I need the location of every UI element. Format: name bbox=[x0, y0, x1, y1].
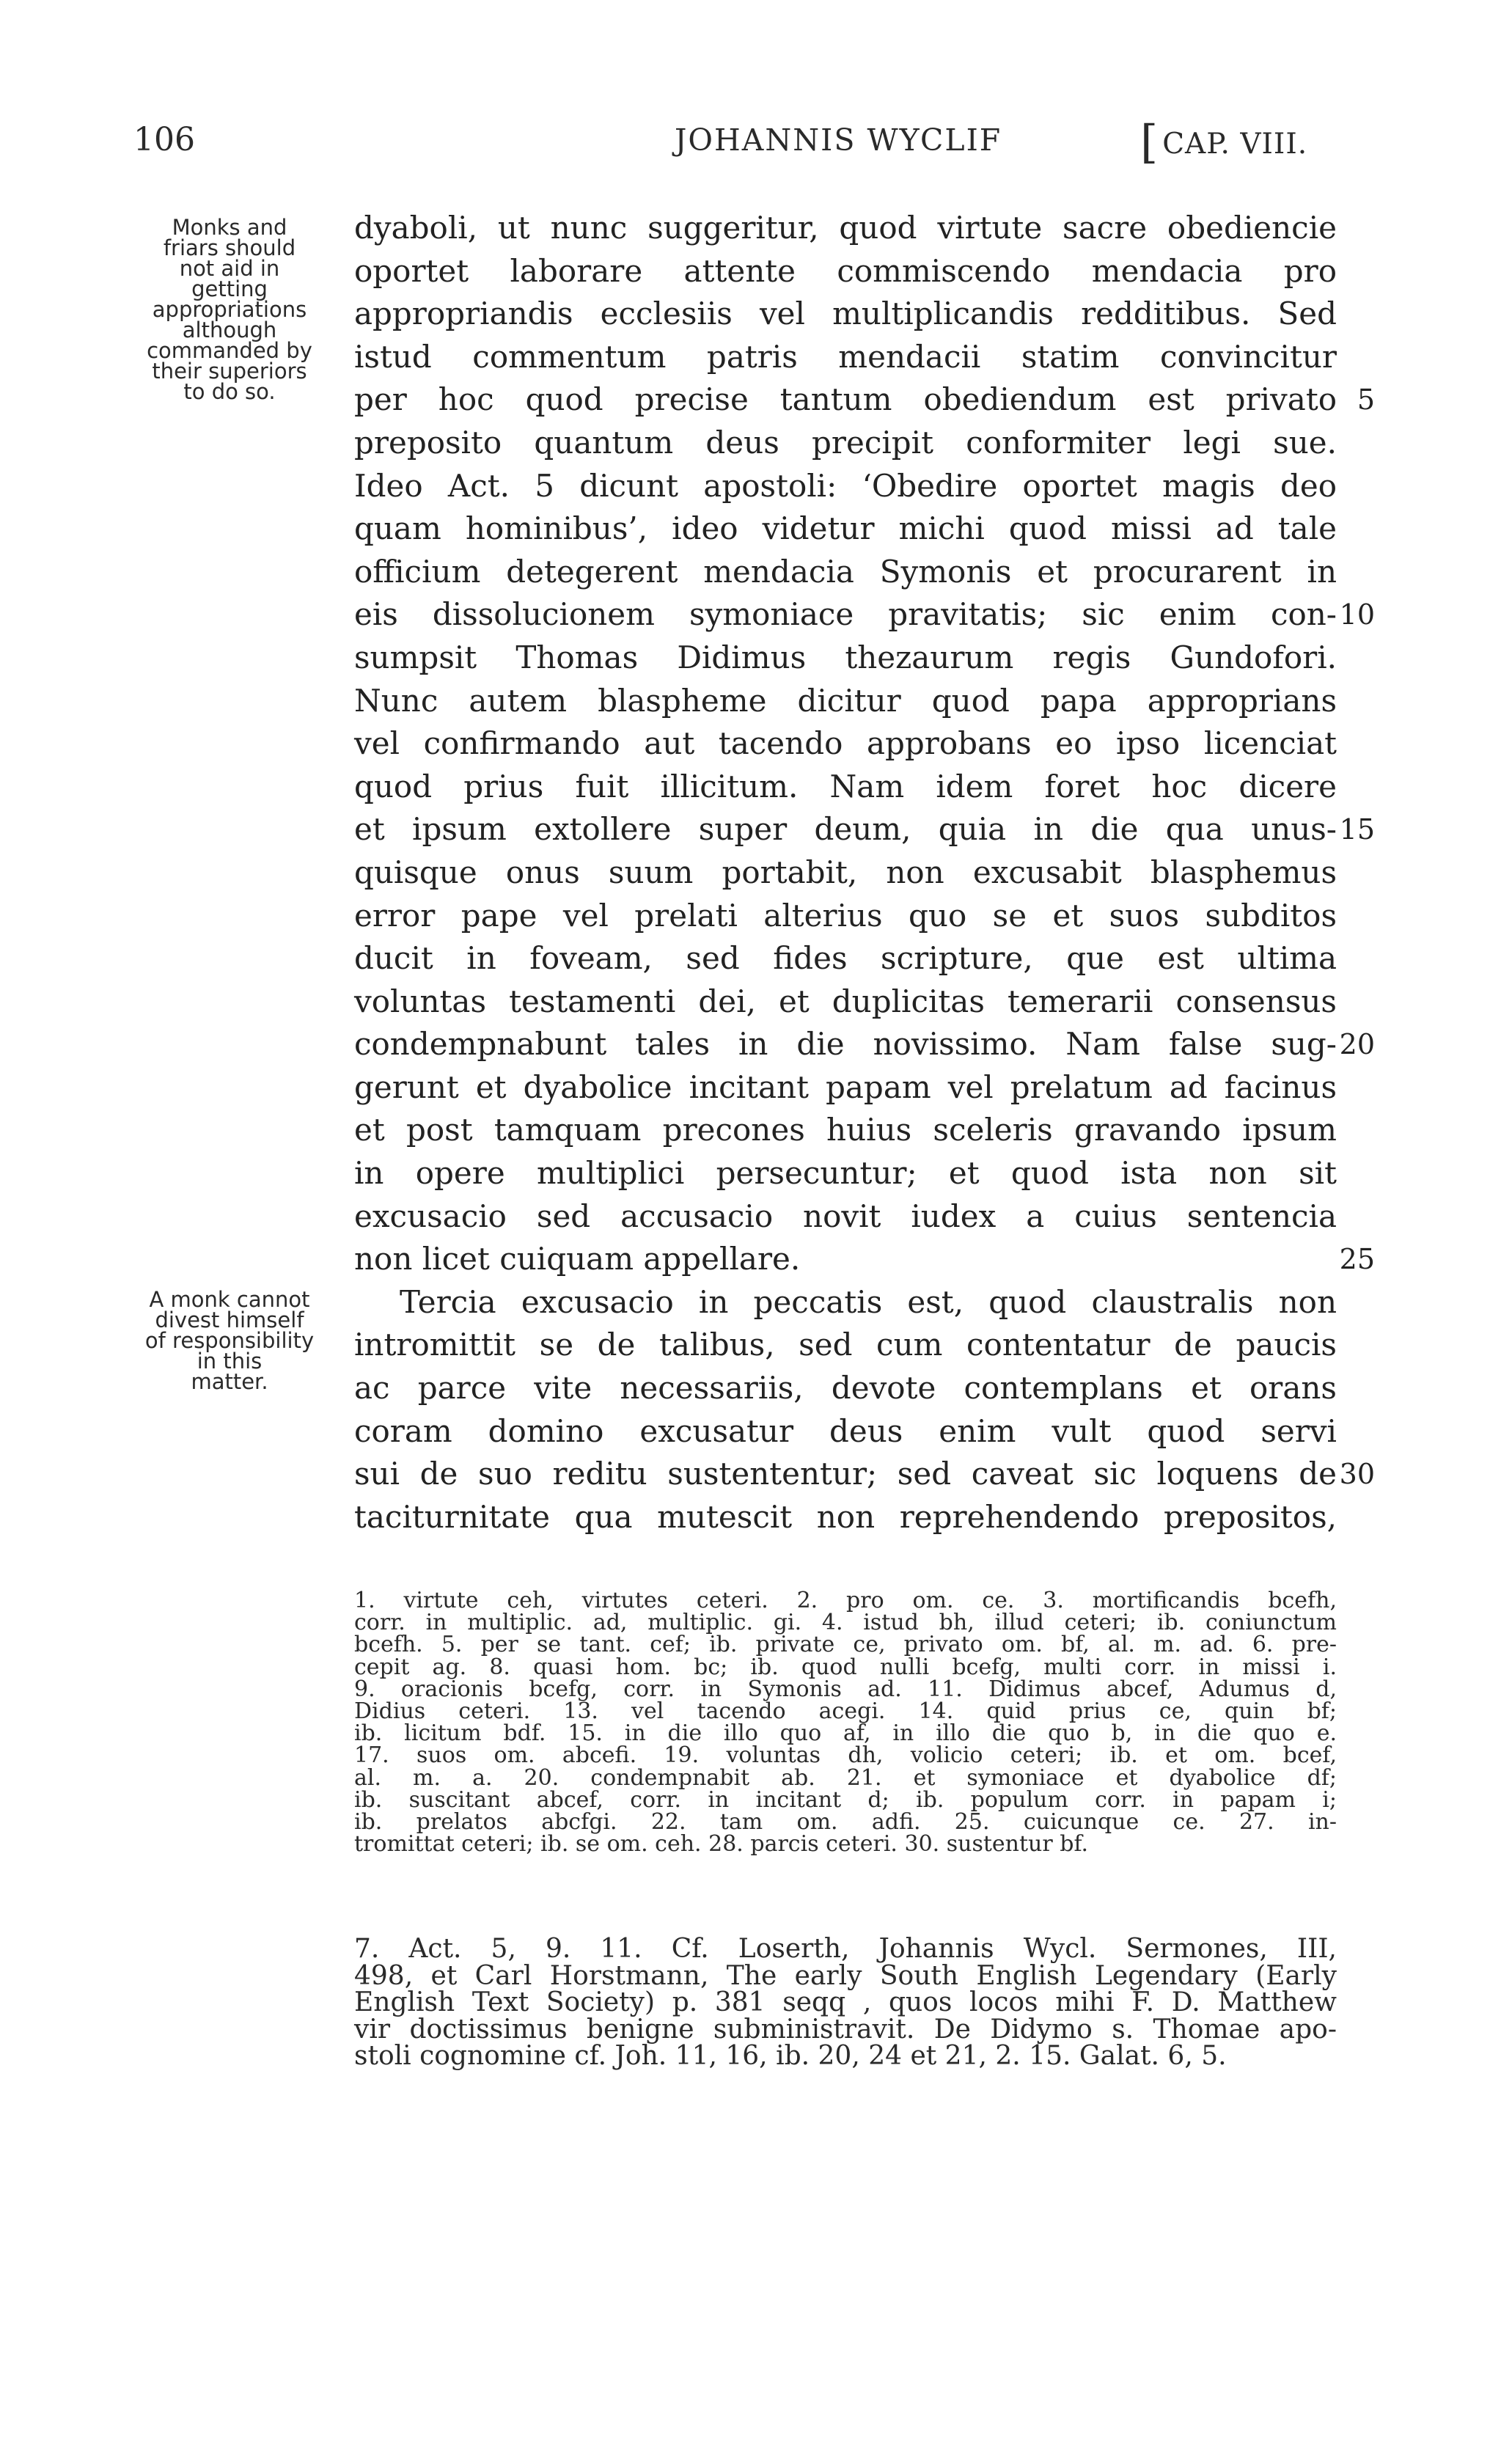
marginal-note-line: not aid in bbox=[179, 256, 280, 281]
critical-apparatus bbox=[354, 1588, 1337, 1858]
marginal-note-line: commanded by bbox=[147, 338, 312, 363]
text-line bbox=[354, 1281, 1337, 1324]
text-line bbox=[354, 336, 1337, 379]
line-text: appropriandis ecclesiis vel multiplicandis redditibus. Sed bbox=[354, 296, 1337, 332]
text-line bbox=[354, 507, 1337, 551]
line-text: dyaboli, ut nunc suggeritur, quod virtute sacre obediencie bbox=[354, 210, 1337, 246]
marginal-note-monk-responsibility bbox=[131, 1289, 329, 1392]
line-text: preposito quantum deus precipit conformiter legi sue. bbox=[354, 424, 1337, 461]
text-line bbox=[354, 1109, 1337, 1152]
marginal-note-line: in this bbox=[197, 1349, 263, 1374]
text-line bbox=[354, 465, 1337, 508]
line-number: 5 bbox=[1357, 384, 1375, 417]
running-title: JOHANNIS WYCLIF bbox=[675, 122, 1002, 158]
line-text: non licet cuiquam appellare. bbox=[354, 1241, 801, 1277]
apparatus-line: Didius ceteri. 13. vel tacendo acegi. 14. quid prius ce, quin bf; bbox=[354, 1698, 1337, 1725]
chapter-number: CAP. VIII. bbox=[1162, 128, 1308, 161]
line-text: per hoc quod precise tantum obediendum est privato bbox=[354, 381, 1337, 418]
marginal-note-line: Monks and bbox=[172, 215, 287, 240]
text-line bbox=[354, 1238, 1375, 1281]
line-text: condempnabunt tales in die novissimo. Nam false sug- bbox=[354, 1026, 1337, 1063]
line-text: et post tamquam precones huius sceleris gravando ipsum bbox=[354, 1112, 1337, 1148]
note-line: 498, et Carl Horstmann, The early South English Legendary (Early bbox=[354, 1960, 1337, 1991]
line-text: excusacio sed accusacio novit iudex a cuius sentencia bbox=[354, 1198, 1337, 1234]
line-text: istud commentum patris mendacii statim convincitur bbox=[354, 338, 1337, 375]
line-text: Tercia excusacio in peccatis est, quod claustralis non bbox=[400, 1283, 1337, 1320]
apparatus-line: 1. virtute ceh, virtutes ceteri. 2. pro om. ce. 3. mortificandis bcefh, bbox=[354, 1588, 1337, 1613]
marginal-note-line: appropriations bbox=[152, 297, 307, 322]
text-line bbox=[354, 1066, 1337, 1110]
marginal-note-line: divest himself bbox=[155, 1308, 304, 1332]
text-line bbox=[354, 1324, 1337, 1367]
marginal-note-line: matter. bbox=[191, 1369, 268, 1394]
line-text: eis dissolucionem symoniace pravitatis; sic enim con- bbox=[354, 596, 1337, 633]
text-line bbox=[354, 293, 1337, 336]
marginal-note-line: although bbox=[182, 318, 277, 342]
text-line bbox=[354, 808, 1375, 851]
line-text: intromittit se de talibus, sed cum contentatur de paucis bbox=[354, 1327, 1337, 1363]
marginal-note-line: friars should bbox=[163, 235, 296, 260]
apparatus-line: cepit ag. 8. quasi hom. bc; ib. quod nulli bcefg, multi corr. in missi i. bbox=[354, 1654, 1337, 1680]
text-line bbox=[354, 1195, 1337, 1239]
marginal-note-line: A monk cannot bbox=[149, 1287, 310, 1312]
line-text: vel confirmando aut tacendo approbans eo ipso licenciat bbox=[354, 725, 1337, 762]
text-line bbox=[354, 1023, 1375, 1066]
text-line bbox=[354, 980, 1337, 1024]
text-line bbox=[354, 1496, 1337, 1539]
text-line bbox=[354, 250, 1337, 293]
line-text: in opere multiplici persecuntur; et quod ista non sit bbox=[354, 1155, 1337, 1192]
chapter-label bbox=[1140, 115, 1307, 169]
note-line: 7. Act. 5, 9. 11. Cf. Loserth, Johannis Wycl. Sermones, III, bbox=[354, 1934, 1337, 1964]
text-line bbox=[354, 1410, 1337, 1453]
apparatus-line: 9. oracionis bcefg, corr. in Symonis ad. 11. Didimus abcef, Adumus d, bbox=[354, 1676, 1337, 1702]
note-line: English Text Society) p. 381 seqq , quos locos mihi F. D. Matthew bbox=[354, 1987, 1337, 2017]
text-line bbox=[354, 851, 1337, 895]
line-text: taciturnitate qua mutescit non reprehendendo prepositos, bbox=[354, 1498, 1337, 1535]
line-text: error pape vel prelati alterius quo se et suos subditos bbox=[354, 897, 1337, 934]
text-line bbox=[354, 551, 1337, 594]
marginal-note-line: to do so. bbox=[183, 379, 276, 404]
text-line bbox=[354, 207, 1337, 250]
apparatus-line: 17. suos om. abcefi. 19. voluntas dh, volicio ceteri; ib. et om. bcef, bbox=[354, 1742, 1337, 1769]
text-line bbox=[354, 378, 1375, 422]
page-header bbox=[0, 115, 1512, 172]
line-text: quod prius fuit illicitum. Nam idem foret hoc dicere bbox=[354, 768, 1337, 804]
line-number: 30 bbox=[1339, 1458, 1375, 1491]
line-number: 25 bbox=[1339, 1243, 1375, 1276]
line-text: ducit in foveam, sed fides scripture, que est ultima bbox=[354, 940, 1337, 977]
line-number: 10 bbox=[1339, 598, 1375, 631]
marginal-note-line: getting bbox=[191, 276, 268, 301]
text-line bbox=[354, 422, 1337, 465]
text-line bbox=[354, 680, 1337, 723]
line-text: quam hominibus’, ideo videtur michi quod missi ad tale bbox=[354, 510, 1337, 547]
apparatus-line: corr. in multiplic. ad, multiplic. gi. 4. istud bh, illud ceteri; ib. coniunctum bbox=[354, 1610, 1337, 1636]
text-line bbox=[354, 895, 1337, 938]
line-text: officium detegerent mendacia Symonis et procurarent in bbox=[354, 553, 1337, 590]
line-text: Ideo Act. 5 dicunt apostoli: ‘Obedire oportet magis deo bbox=[354, 467, 1337, 504]
apparatus-line: ib. suscitant abcef, corr. in incitant d; ib. populum corr. in papam i; bbox=[354, 1786, 1337, 1813]
text-line bbox=[354, 1367, 1337, 1410]
body-text bbox=[354, 207, 1375, 1539]
apparatus-line: bcefh. 5. per se tant. cef; ib. private ce, privato om. bf, al. m. ad. 6. pre- bbox=[354, 1632, 1337, 1658]
text-line bbox=[354, 937, 1337, 980]
apparatus-line: tromittat ceteri; ib. se om. ceh. 28. parcis ceteri. 30. sustentur bf. bbox=[354, 1831, 1089, 1858]
line-text: sumpsit Thomas Didimus thezaurum regis Gundofori. bbox=[354, 639, 1337, 675]
marginal-note-monks-friars bbox=[131, 217, 329, 402]
line-number: 20 bbox=[1339, 1028, 1375, 1061]
line-number: 15 bbox=[1339, 813, 1375, 846]
line-text: et ipsum extollere super deum, quia in die qua unus- bbox=[354, 811, 1337, 848]
line-text: ac parce vite necessariis, devote contemplans et orans bbox=[354, 1370, 1337, 1407]
apparatus-line: ib. licitum bdf. 15. in die illo quo af, in illo die quo b, in die quo e. bbox=[354, 1720, 1337, 1747]
line-text: quisque onus suum portabit, non excusabit blasphemus bbox=[354, 854, 1337, 890]
note-line: stoli cognomine cf. Joh. 11, 16, ib. 20, 24 et 21, 2. 15. Galat. 6, 5. bbox=[354, 2041, 1227, 2071]
line-text: oportet laborare attente commiscendo mendacia pro bbox=[354, 252, 1337, 289]
marginal-note-line: their superiors bbox=[152, 359, 307, 384]
chapter-bracket: [ bbox=[1140, 115, 1159, 169]
line-text: voluntas testamenti dei, et duplicitas temerarii consensus bbox=[354, 983, 1337, 1019]
line-text: Nunc autem blaspheme dicitur quod papa approprians bbox=[354, 682, 1337, 719]
line-text: sui de suo reditu sustententur; sed caveat sic loquens de bbox=[354, 1456, 1337, 1492]
text-line bbox=[354, 1453, 1375, 1496]
text-line bbox=[354, 766, 1337, 809]
page-number: 106 bbox=[133, 121, 195, 158]
line-text: gerunt et dyabolice incitant papam vel prelatum ad facinus bbox=[354, 1068, 1337, 1105]
text-line bbox=[354, 637, 1337, 680]
apparatus-line: ib. prelatos abcfgi. 22. tam om. adfi. 25. cuicunque ce. 27. in- bbox=[354, 1809, 1337, 1836]
text-line bbox=[354, 1152, 1337, 1195]
apparatus-line: al. m. a. 20. condempnabit ab. 21. et symoniace et dyabolice df; bbox=[354, 1764, 1337, 1791]
marginal-note-line: of responsibility bbox=[144, 1328, 315, 1353]
text-line bbox=[354, 593, 1375, 637]
text-line bbox=[354, 722, 1337, 766]
note-line: vir doctissimus benigne subministravit. De Didymo s. Thomae apo- bbox=[354, 2014, 1337, 2045]
line-text: coram domino excusatur deus enim vult quod servi bbox=[354, 1412, 1337, 1449]
source-notes bbox=[354, 1936, 1337, 2070]
